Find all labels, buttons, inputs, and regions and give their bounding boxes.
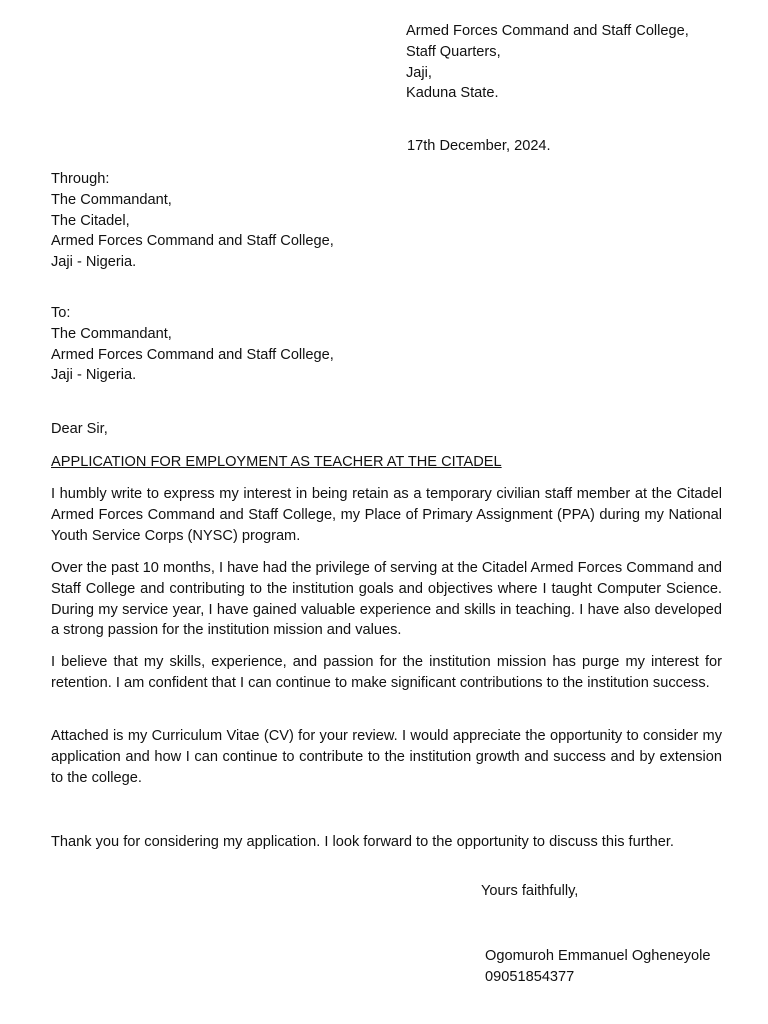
salutation-text: Dear Sir, bbox=[51, 421, 108, 437]
sender-address bbox=[406, 21, 689, 104]
subject-heading: APPLICATION FOR EMPLOYMENT AS TEACHER AT THE CITADEL bbox=[51, 454, 502, 470]
through-address-line: The Citadel, bbox=[51, 212, 130, 229]
through-address bbox=[51, 169, 334, 273]
signature-name: Ogomuroh Emmanuel Ogheneyole bbox=[485, 948, 711, 964]
body-paragraph: I believe that my skills, experience, and passion for the institution mission has purge my interest for retention. I am confident that I can continue to make significant contributions to the institution success. bbox=[51, 654, 722, 691]
recipient-address-line: The Commandant, bbox=[51, 325, 172, 342]
body-paragraph: I humbly write to express my interest in being retain as a temporary civilian staff member at the Citadel Armed Forces Command and Staff College, my Place of Primary Assignment (PPA) during my National Youth Service Corps (NYSC) program. bbox=[51, 486, 722, 544]
salutation bbox=[51, 419, 108, 440]
recipient-address-line: Jaji - Nigeria. bbox=[51, 367, 137, 384]
sender-address-line: Staff Quarters, bbox=[406, 43, 501, 60]
through-label: Through: bbox=[51, 171, 110, 187]
closing-text: Yours faithfully, bbox=[481, 883, 579, 899]
body-paragraph: Over the past 10 months, I have had the privilege of serving at the Citadel Armed Forces Command and Staff College and contributing to the institution goals and objectives where I taught Computer Science. During my service year, I have gained valuable experience and skills in teaching. I have also developed a strong passion for the institution mission and values. bbox=[51, 560, 722, 639]
letter-date bbox=[407, 136, 551, 157]
through-address-line: Jaji - Nigeria. bbox=[51, 254, 137, 271]
letter-date-text: 17th December, 2024. bbox=[407, 138, 551, 154]
recipient-address bbox=[51, 303, 334, 386]
sender-address-line: Jaji, bbox=[406, 64, 432, 81]
closing bbox=[481, 881, 578, 902]
recipient-label: To: bbox=[51, 305, 71, 321]
sender-address-line: Kaduna State. bbox=[406, 85, 499, 102]
signature-phone: 09051854377 bbox=[485, 968, 575, 985]
sender-address-line: Armed Forces Command and Staff College, bbox=[406, 23, 689, 39]
recipient-address-line: Armed Forces Command and Staff College, bbox=[51, 346, 334, 363]
thank-you-line: Thank you for considering my application. I look forward to the opportunity to discuss this further. bbox=[51, 834, 674, 850]
body-paragraph: Attached is my Curriculum Vitae (CV) for your review. I would appreciate the opportunity to consider my application and how I can continue to contribute to the institution growth and success and by extension to the college. bbox=[51, 728, 722, 786]
through-address-line: Armed Forces Command and Staff College, bbox=[51, 233, 334, 250]
through-address-line: The Commandant, bbox=[51, 191, 172, 208]
signature-block bbox=[485, 946, 711, 988]
